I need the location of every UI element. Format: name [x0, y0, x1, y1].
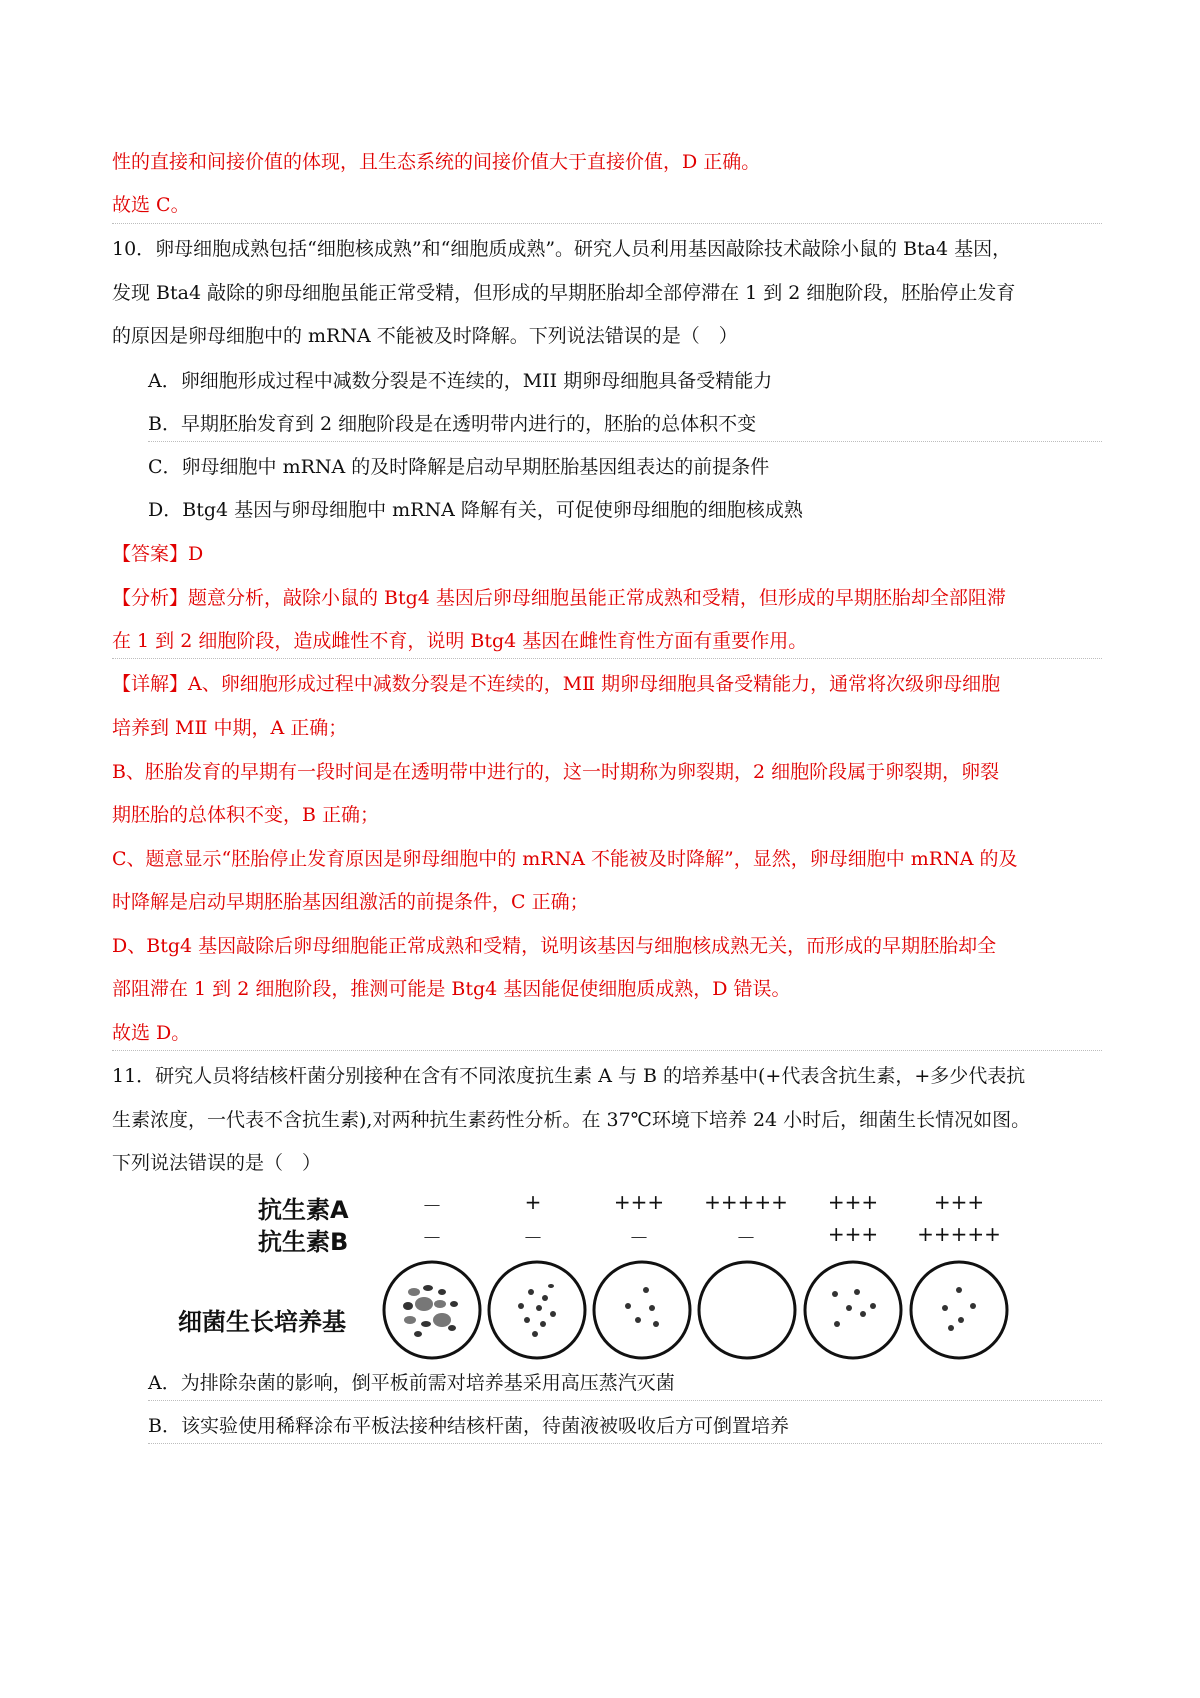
bacterial-colony — [542, 1295, 548, 1301]
q10-option-c: C．卵母细胞中 mRNA 的及时降解是启动早期胚胎基因组表达的前提条件 — [148, 456, 770, 478]
bacterial-colony — [540, 1321, 546, 1327]
bacterial-colony — [414, 1331, 422, 1337]
antibiotic-b-level: － — [422, 1226, 442, 1250]
bacterial-colony — [536, 1305, 542, 1311]
petri-dish — [594, 1262, 690, 1358]
antibiotic-a-level: － — [422, 1194, 442, 1218]
q10-stem-line-3: 的原因是卵母细胞中的 mRNA 不能被及时降解。下列说法错误的是（ ） — [112, 325, 738, 347]
bacterial-colony — [423, 1285, 433, 1291]
q10-detail-line-1: 【详解】A、卵细胞形成过程中减数分裂是不连续的，MⅡ 期卵母细胞具备受精能力，通常将次级卵母细胞 — [112, 673, 1001, 695]
q10-option-d: D．Btg4 基因与卵母细胞中 mRNA 降解有关，可促使卵母细胞的细胞核成熟 — [148, 499, 803, 521]
petri-dish — [805, 1262, 901, 1358]
bacterial-colony — [403, 1302, 413, 1310]
q11-stem-line-3: 下列说法错误的是（ ） — [112, 1152, 322, 1174]
antibiotic-a-level: + — [524, 1190, 542, 1214]
bacterial-colony — [415, 1297, 433, 1311]
bacterial-colony — [434, 1300, 446, 1308]
antibiotic-b-level: － — [629, 1226, 649, 1250]
bacterial-colony — [956, 1287, 962, 1293]
bacterial-colony — [433, 1313, 451, 1327]
bacterial-colony — [450, 1301, 458, 1307]
q11-stem-line-1: 11．研究人员将结核杆菌分别接种在含有不同浓度抗生素 A 与 B 的培养基中(+代表含抗生素，+多少代表抗 — [112, 1065, 1026, 1087]
antibiotic-b-level: +++ — [827, 1222, 879, 1246]
q10-detail-line-4: 期胚胎的总体积不变，B 正确； — [112, 804, 380, 826]
q10-analysis-line-1: 【分析】题意分析，敲除小鼠的 Btg4 基因后卵母细胞虽能正常成熟和受精，但形成的早期胚胎却全部阻滞 — [112, 587, 1006, 609]
bacterial-colony — [625, 1303, 631, 1309]
bacterial-colony — [870, 1303, 876, 1309]
q11-stem-line-2: 生素浓度，一代表不含抗生素),对两种抗生素药性分析。在 37℃环境下培养 24 小时后，细菌生长情况如图。 — [112, 1109, 1031, 1131]
antibiotic-b-level: +++++ — [917, 1222, 1001, 1246]
q10-answer: 【答案】D — [112, 543, 204, 565]
divider — [148, 1400, 1102, 1401]
bacterial-colony — [518, 1303, 524, 1309]
q11-option-b: B．该实验使用稀释涂布平板法接种结核杆菌，待菌液被吸收后方可倒置培养 — [148, 1415, 789, 1437]
petri-dish — [384, 1262, 480, 1358]
q10-detail-line-5: C、题意显示“胚胎停止发育原因是卵母细胞中的 mRNA 不能被及时降解”，显然，卵母细胞中 mRNA 的及 — [112, 848, 1018, 870]
bacterial-colony — [408, 1288, 420, 1296]
divider — [148, 1443, 1102, 1444]
bacterial-colony — [532, 1331, 538, 1337]
bacterial-colony — [528, 1289, 534, 1295]
bacterial-colony — [832, 1291, 838, 1297]
q10-analysis-line-2: 在 1 到 2 细胞阶段，造成雌性不育，说明 Btg4 基因在雌性育性方面有重要作用。 — [112, 630, 808, 652]
antibiotic-a-level: +++ — [613, 1190, 665, 1214]
previous-answer-selection: 故选 C。 — [112, 194, 190, 216]
q10-detail-line-2: 培养到 MⅡ 中期，A 正确； — [112, 717, 348, 739]
bacterial-colony — [854, 1289, 860, 1295]
bacterial-colony — [653, 1321, 659, 1327]
q10-detail-line-6: 时降解是启动早期胚胎基因组激活的前提条件，C 正确； — [112, 891, 589, 913]
petri-dish — [911, 1262, 1007, 1358]
antibiotic-b-level: － — [523, 1226, 543, 1250]
analysis-continuation-line: 性的直接和间接价值的体现，且生态系统的间接价值大于直接价值，D 正确。 — [112, 151, 761, 173]
bacterial-colony — [404, 1316, 416, 1324]
bacterial-colony — [860, 1311, 866, 1317]
bacterial-colony — [958, 1317, 964, 1323]
bacterial-colony — [524, 1317, 530, 1323]
q10-option-a: A．卵细胞形成过程中减数分裂是不连续的，MII 期卵母细胞具备受精能力 — [148, 370, 773, 392]
q10-stem-line-2: 发现 Bta4 敲除的卵母细胞虽能正常受精，但形成的早期胚胎却全部停滞在 1 到 2 细胞阶段，胚胎停止发育 — [112, 282, 1016, 304]
petri-dish — [699, 1262, 795, 1358]
q11-option-a: A．为排除杂菌的影响，倒平板前需对培养基采用高压蒸汽灭菌 — [148, 1372, 675, 1394]
bacterial-colony — [970, 1303, 976, 1309]
bacterial-colony — [649, 1305, 655, 1311]
antibiotic-b-label: 抗生素B — [258, 1228, 349, 1256]
bacterial-colony — [643, 1287, 649, 1293]
bacterial-colony — [421, 1321, 431, 1327]
bacterial-colony — [948, 1325, 954, 1331]
q10-selection: 故选 D。 — [112, 1022, 191, 1044]
q10-stem-line-1: 10．卵母细胞成熟包括“细胞核成熟”和“细胞质成熟”。研究人员利用基因敲除技术敲除小鼠的 Bta4 基因， — [112, 238, 1012, 260]
bacterial-colony — [834, 1321, 840, 1327]
antibiotic-a-level: +++ — [933, 1190, 985, 1214]
q10-detail-line-7: D、Btg4 基因敲除后卵母细胞能正常成熟和受精，说明该基因与细胞核成熟无关，而形成的早期胚胎却全 — [112, 935, 997, 957]
q10-option-b: B．早期胚胎发育到 2 细胞阶段是在透明带内进行的，胚胎的总体积不变 — [148, 413, 757, 435]
bacterial-colony — [548, 1284, 554, 1288]
bacterial-colony — [635, 1317, 641, 1323]
antibiotic-a-label: 抗生素A — [258, 1196, 349, 1224]
antibiotic-b-level: － — [736, 1226, 756, 1250]
q10-detail-line-8: 部阻滞在 1 到 2 细胞阶段，推测可能是 Btg4 基因能促使细胞质成熟，D 错误。 — [112, 978, 791, 1000]
bacterial-colony — [448, 1325, 456, 1331]
antibiotic-a-level: +++ — [827, 1190, 879, 1214]
bacterial-colony — [846, 1305, 852, 1311]
culture-medium-label: 细菌生长培养基 — [178, 1308, 346, 1336]
q10-detail-line-3: B、胚胎发育的早期有一段时间是在透明带中进行的，这一时期称为卵裂期，2 细胞阶段属于卵裂期，卵裂 — [112, 761, 1000, 783]
bacterial-colony — [942, 1305, 948, 1311]
antibiotic-a-level: +++++ — [704, 1190, 788, 1214]
bacterial-colony — [550, 1311, 556, 1317]
bacterial-colony — [438, 1289, 446, 1295]
